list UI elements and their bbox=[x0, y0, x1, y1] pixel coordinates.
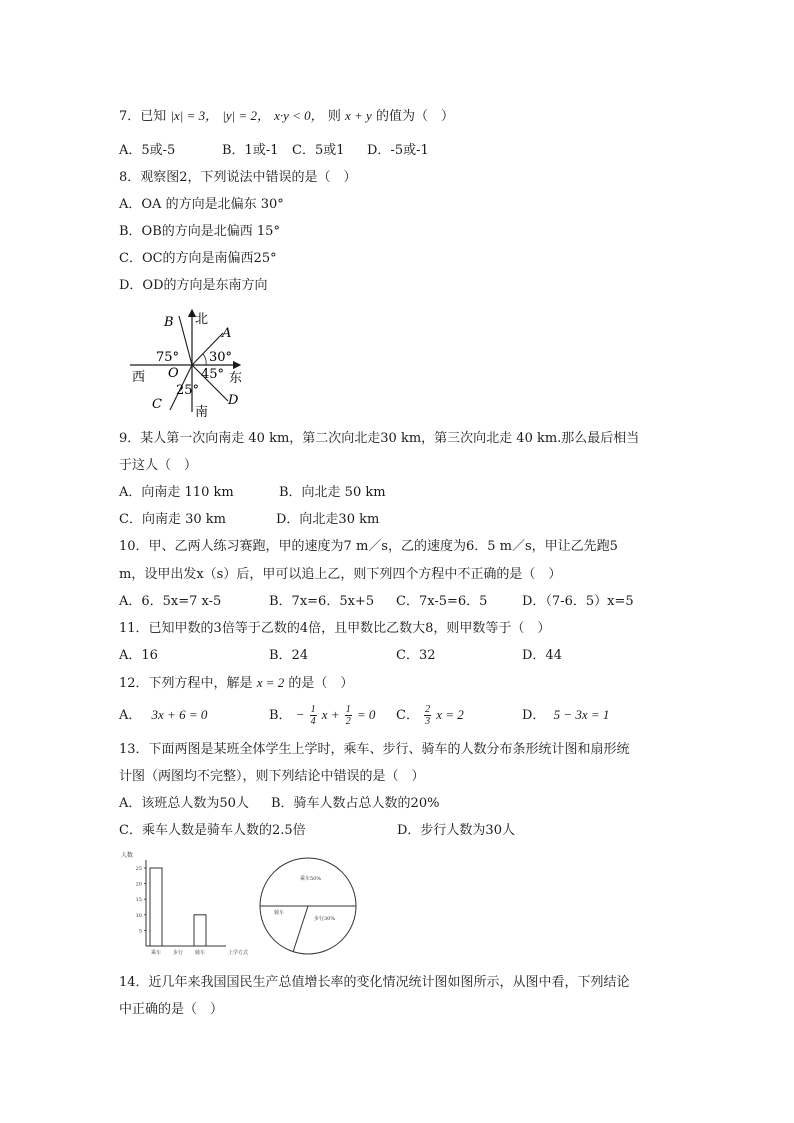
question-7-option-c[interactable]: C．5或1 bbox=[292, 143, 345, 158]
question-8-option-b[interactable]: B．OB的方向是北偏西 15° bbox=[119, 224, 280, 239]
pie-slice-label: 步行30% bbox=[314, 916, 336, 922]
y-tick-label: 20 bbox=[135, 881, 142, 888]
option-c-fraction bbox=[424, 704, 431, 727]
y-tick-label: 10 bbox=[135, 912, 142, 919]
question-7-mid: 则 bbox=[327, 109, 341, 124]
fraction-denominator: 2 bbox=[345, 716, 351, 727]
label-north: 北 bbox=[195, 312, 209, 327]
label-angle-75: 75° bbox=[156, 350, 180, 365]
question-8-stem: 8．观察图2，下列说法中错误的是（ ） bbox=[119, 170, 357, 185]
x-axis-label: 上学方式 bbox=[228, 950, 249, 956]
label-west: 西 bbox=[132, 370, 146, 385]
question-14-stem-line2: 中正确的是（ ） bbox=[119, 1002, 224, 1017]
label-origin: O bbox=[168, 366, 179, 381]
question-7-suffix: 的值为（ ） bbox=[375, 109, 454, 124]
option-a-equation: 3x + 6 = 0 bbox=[151, 707, 208, 722]
question-13-stem-line1: 13．下面两图是某班全体学生上学时，乘车、步行、骑车的人数分布条形统计图和扇形统 bbox=[119, 742, 630, 757]
label-angle-25: 25° bbox=[176, 383, 200, 398]
x-tick-label: 骑车 bbox=[194, 950, 206, 956]
y-axis-label: 人数 bbox=[121, 852, 134, 859]
question-12-stem bbox=[119, 674, 353, 693]
pie-slice-label: 乘车50% bbox=[300, 876, 322, 882]
question-10-stem-line2: m，设甲出发x（s）后，甲可以追上乙，则下列四个方程中不正确的是（ ） bbox=[119, 567, 562, 582]
question-12-option-d[interactable] bbox=[522, 706, 609, 725]
y-tick-label: 5 bbox=[138, 928, 142, 935]
pie-slice-label: 骑车 bbox=[274, 910, 285, 916]
label-south: 南 bbox=[195, 405, 209, 418]
option-b-middle: x + bbox=[321, 707, 340, 722]
question-7-condition-y: |y| = 2， bbox=[222, 108, 270, 123]
question-12-option-c[interactable] bbox=[396, 699, 464, 732]
question-9-option-a[interactable]: A．向南走 110 km bbox=[119, 485, 234, 500]
question-10-option-b[interactable]: B．7x=6．5x+5 bbox=[269, 594, 375, 609]
label-point-c: C bbox=[152, 397, 162, 412]
question-11-option-d[interactable]: D．44 bbox=[522, 648, 562, 663]
option-b-minus: − bbox=[295, 707, 305, 722]
question-8-option-c[interactable]: C．OC的方向是南偏西25° bbox=[119, 251, 277, 266]
question-7-expression: x + y bbox=[344, 108, 372, 123]
question-11-option-b[interactable]: B．24 bbox=[269, 648, 309, 663]
question-8-option-a[interactable]: A．OA 的方向是北偏东 30° bbox=[119, 197, 284, 212]
option-c-end: x = 2 bbox=[436, 707, 464, 722]
question-13-option-a[interactable]: A．该班总人数为50人 bbox=[119, 796, 249, 811]
bar-乘车 bbox=[150, 868, 162, 946]
question-7-option-a[interactable]: A．5或-5 bbox=[119, 143, 176, 158]
label-angle-30: 30° bbox=[209, 350, 233, 365]
question-11-stem: 11．已知甲数的3倍等于乙数的4倍，且甲数比乙数大8，则甲数等于（ ） bbox=[119, 621, 551, 636]
fraction-denominator: 4 bbox=[310, 716, 316, 727]
fraction-numerator: 1 bbox=[310, 704, 316, 715]
option-b-end: = 0 bbox=[356, 707, 376, 722]
x-tick-label: 步行 bbox=[172, 950, 184, 956]
label-point-d: D bbox=[228, 393, 239, 408]
question-13-option-c[interactable]: C．乘车人数是骑车人数的2.5倍 bbox=[119, 823, 306, 838]
question-12-stem-post: 的是（ ） bbox=[288, 676, 354, 691]
compass-direction-figure bbox=[118, 306, 250, 418]
question-7-prefix: 7．已知 bbox=[119, 109, 167, 124]
label-point-b: B bbox=[164, 315, 174, 330]
option-d-equation: 5 − 3x = 1 bbox=[553, 707, 610, 722]
angle-arc-30 bbox=[203, 354, 206, 365]
question-11-option-c[interactable]: C．32 bbox=[396, 648, 436, 663]
question-9-option-b[interactable]: B．向北走 50 km bbox=[279, 485, 386, 500]
question-10-option-c[interactable]: C．7x-5=6．5 bbox=[396, 594, 488, 609]
question-10-stem-line1: 10．甲、乙两人练习赛跑，甲的速度为7 m／s，乙的速度为6．5 m／s，甲让乙先跑5 bbox=[119, 539, 618, 554]
y-tick-label: 25 bbox=[135, 866, 142, 872]
option-c-label: C． bbox=[396, 708, 419, 723]
label-east: 东 bbox=[229, 371, 243, 386]
fraction-denominator: 3 bbox=[425, 716, 431, 727]
question-9-stem-line2: 于这人（ ） bbox=[119, 458, 198, 473]
question-12-stem-pre: 12．下列方程中，解是 bbox=[119, 676, 253, 691]
fraction-numerator: 1 bbox=[345, 704, 351, 715]
question-7-option-d[interactable]: D．-5或-1 bbox=[367, 143, 429, 158]
question-13-option-d[interactable]: D．步行人数为30人 bbox=[397, 823, 515, 838]
label-angle-45: 45° bbox=[201, 367, 225, 382]
question-7-condition-product: x·y < 0， bbox=[274, 108, 324, 123]
question-12-option-a[interactable] bbox=[119, 706, 207, 725]
option-a-label: A． bbox=[119, 708, 142, 723]
question-8-option-d[interactable]: D．OD的方向是东南方向 bbox=[119, 278, 268, 293]
ray-ob bbox=[179, 316, 192, 365]
question-9-option-c[interactable]: C．向南走 30 km bbox=[119, 512, 226, 527]
question-7-option-b[interactable]: B．1或-1 bbox=[222, 143, 279, 158]
question-9-option-d[interactable]: D．向北走30 km bbox=[276, 512, 380, 527]
option-b-fraction-2 bbox=[345, 704, 352, 727]
question-12-stem-math: x = 2 bbox=[256, 675, 285, 690]
x-tick-label: 乘车 bbox=[150, 950, 162, 956]
question-11-option-a[interactable]: A．16 bbox=[119, 648, 158, 663]
fraction-numerator: 2 bbox=[425, 704, 431, 715]
question-9-stem-line1: 9．某人第一次向南走 40 km，第二次向北走30 km，第三次向北走 40 km.那么最后相当 bbox=[119, 431, 640, 446]
pie-chart-commute bbox=[255, 856, 365, 956]
label-point-a: A bbox=[222, 326, 232, 341]
question-12-option-b[interactable] bbox=[269, 699, 375, 732]
y-tick-label: 15 bbox=[135, 897, 142, 904]
option-b-label: B． bbox=[269, 708, 292, 723]
bar-chart-commute bbox=[118, 848, 258, 958]
bar-骑车 bbox=[194, 915, 206, 946]
question-10-option-d[interactable]: D．（7-6．5）x=5 bbox=[522, 594, 634, 609]
question-14-stem-line1: 14．近几年来我国国民生产总值增长率的变化情况统计图如图所示，从图中看，下列结论 bbox=[119, 975, 630, 990]
option-d-label: D． bbox=[522, 708, 546, 723]
question-7-stem bbox=[119, 107, 454, 126]
question-13-stem-line2: 计图（两图均不完整），则下列结论中错误的是（ ） bbox=[119, 769, 425, 784]
question-13-option-b[interactable]: B．骑车人数占总人数的20% bbox=[271, 796, 440, 811]
question-10-option-a[interactable]: A．6．5x=7 x-5 bbox=[119, 594, 222, 609]
option-b-fraction-1 bbox=[310, 704, 317, 727]
question-7-condition-x: |x| = 3， bbox=[170, 108, 219, 123]
